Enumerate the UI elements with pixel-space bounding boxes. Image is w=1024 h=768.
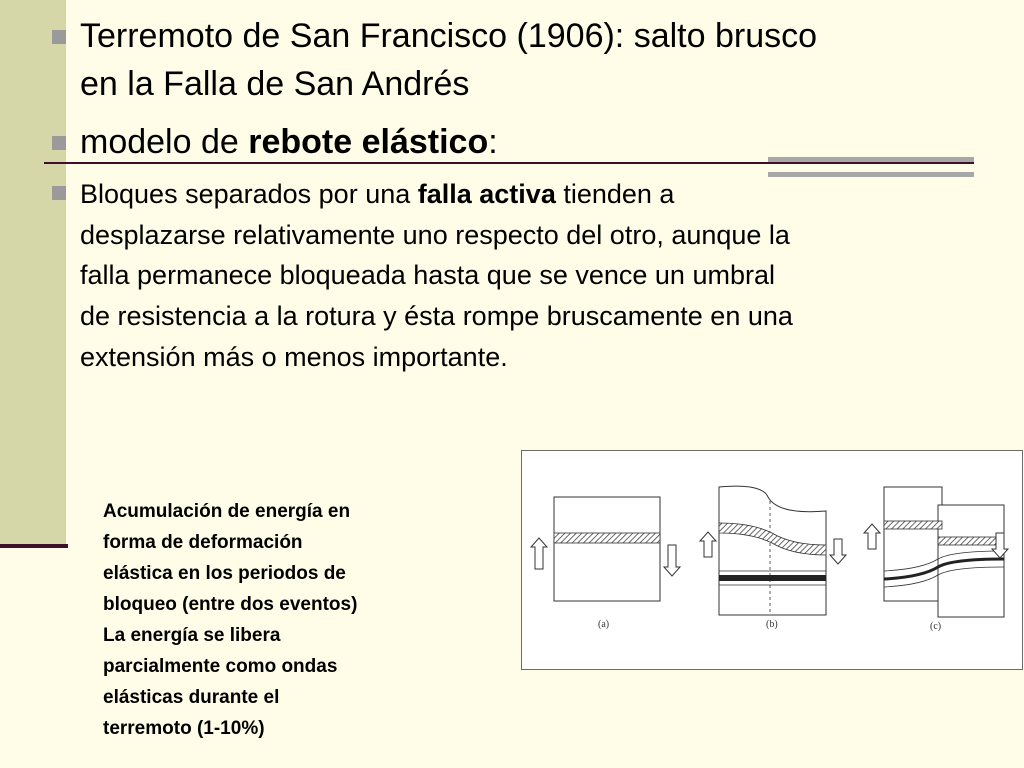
body-line-1-suffix: tienden a — [555, 179, 675, 209]
arrow-up-icon — [531, 538, 547, 569]
title-bullet-2 — [80, 122, 498, 162]
figure-label-a: (a) — [598, 619, 610, 630]
bullet-icon — [52, 186, 66, 200]
panel-b — [700, 486, 846, 615]
bullet-icon — [52, 30, 66, 44]
caption-line: Acumulación de energía en — [103, 501, 351, 522]
bullet-icon — [52, 136, 66, 150]
arrow-down-icon — [664, 545, 680, 576]
arrow-up-icon — [864, 524, 880, 549]
body-line-5: extensión más o menos importante. — [80, 342, 508, 372]
title-bullet-1-line-1: Terremoto de San Francisco (1906): salto brusco — [80, 17, 818, 55]
title-divider-accent-bottom — [768, 172, 974, 177]
arrow-up-icon — [700, 532, 716, 557]
body-line-2: desplazarse relativamente uno respecto del otro, aunque la — [80, 220, 790, 250]
body-line-1-prefix: Bloques separados por una — [80, 179, 418, 209]
body-line-3: falla permanece bloqueada hasta que se vence un umbral — [80, 260, 775, 290]
caption-line: La energía se libera — [103, 625, 281, 646]
arrow-down-icon — [830, 539, 846, 564]
title-bullet-1-line-2: en la Falla de San Andrés — [80, 65, 470, 103]
body-line-4: de resistencia a la rotura y ésta rompe bruscamente en una — [80, 301, 793, 331]
left-band-rule — [0, 544, 68, 548]
elastic-rebound-diagram — [522, 451, 1024, 671]
title-divider-accent-top — [768, 157, 974, 162]
caption-line: elástica en los periodos de — [103, 563, 346, 584]
caption-line: elásticas durante el — [103, 687, 280, 708]
title-divider — [44, 162, 974, 164]
left-decorative-band — [0, 0, 66, 546]
caption-line: bloqueo (entre dos eventos) — [103, 594, 358, 615]
figure-label-c: (c) — [930, 621, 942, 632]
body-bold-term: falla activa — [417, 179, 556, 209]
caption-line: forma de deformación — [103, 532, 303, 553]
figure-caption — [103, 496, 463, 744]
bullet-2-prefix: modelo de — [80, 123, 249, 161]
bullet-2-suffix: : — [488, 123, 498, 161]
caption-line: parcialmente como ondas — [103, 656, 338, 677]
figure-label-b: (b) — [766, 619, 778, 630]
caption-line: terremoto (1-10%) — [103, 718, 265, 739]
panel-a — [531, 497, 680, 601]
bullet-2-bold-term: rebote elástico — [248, 123, 489, 161]
elastic-rebound-figure — [521, 450, 1023, 670]
body-line-1 — [80, 174, 674, 214]
panel-c — [864, 487, 1008, 617]
